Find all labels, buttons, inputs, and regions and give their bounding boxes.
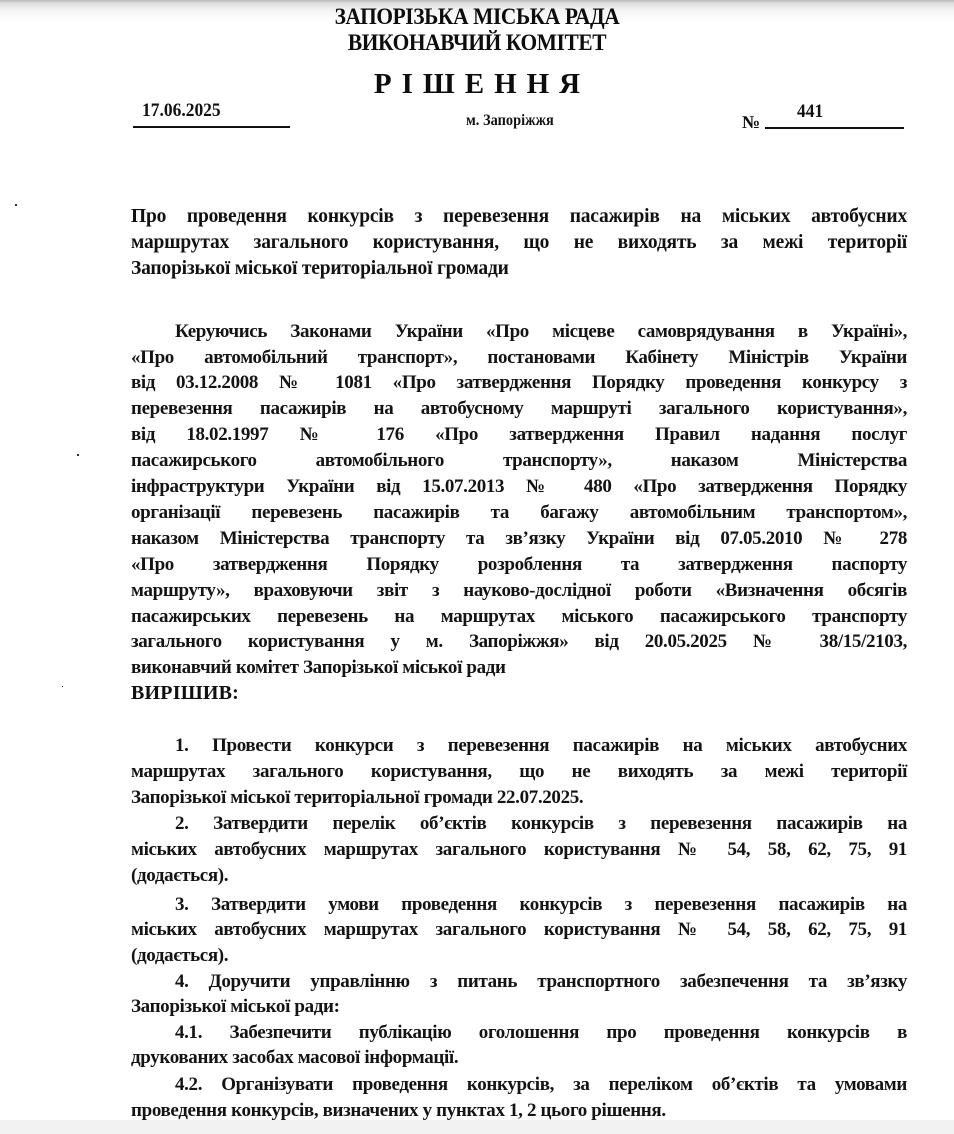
document-type-heading: РІШЕННЯ (373, 68, 591, 100)
text-line: загального користування у м. Запоріжжя» від 20.05.2025 № 38/15/2103, (131, 631, 907, 652)
text-line: інфраструктури України від 15.07.2013 № 480 «Про затвердження Порядку (131, 476, 907, 497)
council-name: ЗАПОРІЗЬКА МІСЬКА РАДА (334, 4, 620, 29)
text-line: Запорізької міської ради: (131, 996, 340, 1017)
title-line: Запорізької міської територіальної громади (131, 258, 509, 279)
text-line: 3. Затвердити умови проведення конкурсів з перевезення пасажирів на (175, 894, 907, 915)
text-line: (додається). (131, 945, 229, 966)
text-line: 1. Провести конкурси з перевезення пасажирів на міських автобусних (175, 735, 907, 756)
scan-speck (62, 686, 63, 687)
text-line: друкованих засобах масової інформації. (131, 1047, 459, 1068)
text-line: наказом Міністерства транспорту та зв’язку України від 07.05.2010 № 278 (131, 528, 907, 549)
text-line: «Про затвердження Порядку розроблення та затвердження паспорту (131, 554, 907, 575)
text-line: проведення конкурсів, визначених у пунктах 1, 2 цього рішення. (131, 1100, 666, 1121)
text-line: міських автобусних маршрутах загального користування № 54, 58, 62, 75, 91 (131, 919, 907, 940)
text-line: 4.2. Організувати проведення конкурсів, за переліком об’єктів та умовами (175, 1074, 907, 1095)
committee-name: ВИКОНАВЧИЙ КОМІТЕТ (347, 30, 607, 55)
text-line: Запорізької міської територіальної громади 22.07.2025. (131, 787, 584, 808)
decision-date: 17.06.2025 (142, 100, 221, 121)
date-underline (133, 126, 290, 128)
text-line: 4. Доручити управлінню з питань транспортного забезпечення та зв’язку (175, 971, 907, 992)
text-line: від 03.12.2008 № 1081 «Про затвердження Порядку проведення конкурсу з (131, 372, 907, 393)
scan-speck (77, 454, 79, 456)
text-line: Керуючись Законами України «Про місцеве самоврядування в Україні», (175, 321, 907, 342)
text-line: виконавчий комітет Запорізької міської ради (131, 657, 506, 678)
title-line: маршрутах загального користування, що не виходять за межі території (131, 232, 907, 253)
text-line: (додається). (131, 865, 229, 886)
text-line: перевезення пасажирів на автобусному маршруті загального користування», (131, 398, 907, 419)
title-line: Про проведення конкурсів з перевезення пасажирів на міських автобусних (131, 206, 907, 227)
scan-speck (15, 204, 17, 206)
text-line: міських автобусних маршрутах загального користування № 54, 58, 62, 75, 91 (131, 839, 907, 860)
text-line: організації перевезень пасажирів та багажу автомобільним транспортом», (131, 502, 907, 523)
decision-city: м. Запоріжжя (466, 112, 554, 129)
text-line: маршруту», враховуючи звіт з науково-дослідної роботи «Визначення обсягів (131, 580, 907, 601)
text-line: від 18.02.1997 № 176 «Про затвердження Правил надання послуг (131, 424, 907, 445)
text-line: пасажирського автомобільного транспорту», наказом Міністерства (131, 450, 907, 471)
text-line: маршрутах загального користування, що не виходять за межі території (131, 761, 907, 782)
text-line: 2. Затвердити перелік об’єктів конкурсів з перевезення пасажирів на (175, 813, 907, 834)
resolved-heading: ВИРІШИВ: (131, 682, 240, 704)
text-line: 4.1. Забезпечити публікацію оголошення про проведення конкурсів в (175, 1022, 907, 1043)
number-sign: № (742, 112, 761, 132)
text-line: «Про автомобільний транспорт», постановами Кабінету Міністрів України (131, 347, 907, 368)
number-underline (765, 127, 904, 129)
decision-number: 441 (797, 101, 824, 122)
text-line: пасажирських перевезень на маршрутах міського пасажирського транспорту (131, 606, 907, 627)
